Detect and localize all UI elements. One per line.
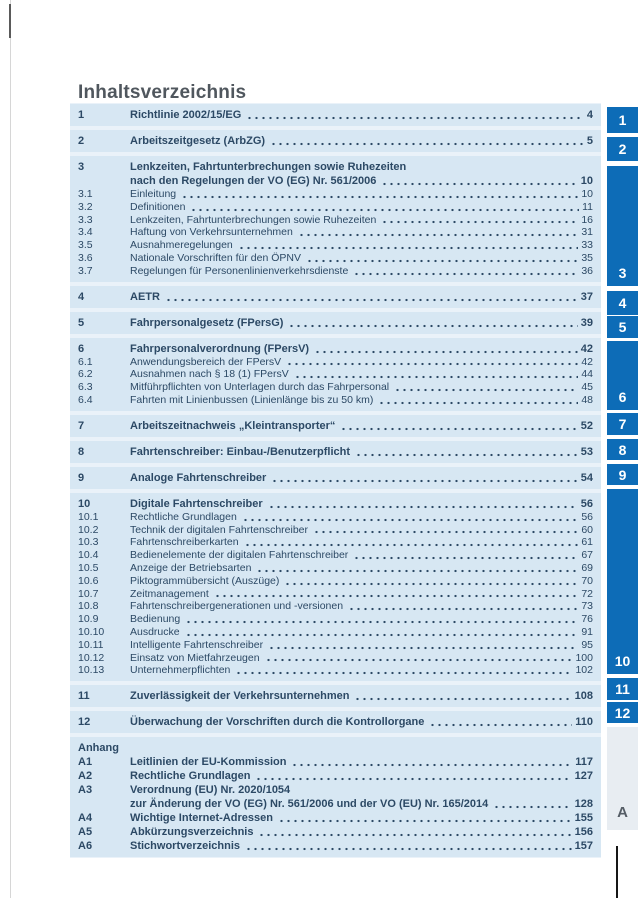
toc-row-title: Bedienelemente der digitalen Fahrtenschreiber (130, 549, 349, 562)
dot-leader (381, 214, 578, 227)
toc-row-page: 33 (581, 239, 593, 252)
toc-row-number: 3.2 (78, 200, 93, 213)
toc-row-number: 10.5 (78, 561, 99, 574)
toc-row-title: Anzeige der Betriebsarten (130, 561, 252, 574)
toc-row (78, 797, 593, 811)
toc-section-2 (70, 130, 601, 152)
dot-leader (238, 239, 579, 252)
toc-row-page: 60 (581, 523, 593, 536)
side-tab-7 (607, 413, 638, 435)
toc-row (78, 741, 593, 755)
toc-row-title: Zeitmanagement (130, 587, 209, 600)
dot-leader (265, 652, 573, 665)
toc-row (78, 368, 593, 381)
side-tab-label: 8 (618, 441, 627, 458)
toc-row-page: 100 (575, 651, 593, 664)
toc-row (78, 652, 593, 665)
scan-edge-line-left (10, 0, 11, 898)
toc-row-number: A1 (78, 756, 93, 769)
toc-row-page: 5 (586, 135, 593, 147)
toc-row-title: AETR (130, 290, 160, 303)
dot-leader (271, 471, 577, 485)
toc-section-9 (70, 467, 601, 489)
side-tab-label: 3 (618, 265, 627, 281)
toc-row-page: 108 (574, 690, 593, 703)
toc-row-page: 44 (581, 368, 593, 381)
toc-row-number: 6.1 (78, 355, 93, 368)
toc-row-number: 2 (78, 135, 85, 147)
dot-leader (235, 664, 572, 677)
side-tab-label: 12 (614, 704, 631, 721)
toc-row-page: 76 (581, 613, 593, 626)
toc-row (78, 356, 593, 369)
toc-row-page: 42 (580, 342, 593, 355)
toc-row (78, 214, 593, 227)
dot-leader (185, 613, 578, 626)
toc-row-number: 3.3 (78, 213, 93, 226)
side-tab-3 (607, 166, 638, 286)
toc-row-title: Richtlinie 2002/15/EG (130, 109, 242, 121)
toc-row-number: 4 (78, 290, 85, 303)
toc-row-page: 36 (581, 264, 593, 277)
toc-row-page: 56 (580, 497, 593, 510)
toc-row-number: 3.4 (78, 226, 93, 239)
toc-row-number: A4 (78, 812, 93, 825)
toc-row (78, 639, 593, 652)
toc-row-page: 37 (580, 290, 593, 303)
toc-row-number: 10.7 (78, 587, 99, 600)
toc-row-title: Lenkzeiten, Fahrtunterbrechungen sowie Ruhezeiten (130, 161, 407, 173)
toc-row (78, 536, 593, 549)
toc-section-5 (70, 312, 601, 334)
toc-row-page: 53 (580, 445, 593, 458)
toc-row-title: zur Änderung der VO (EG) Nr. 561/2006 und der VO (EU) Nr. 165/2014 (130, 798, 489, 811)
toc-row (78, 839, 593, 853)
toc-row (78, 445, 593, 459)
toc-row-title: Bedienung (130, 613, 181, 626)
toc-row-title: Fahrtenschreiberkarten (130, 536, 239, 549)
side-tab-label: 11 (615, 681, 630, 697)
toc-row-title: Rechtliche Grundlagen (130, 510, 237, 523)
side-tab-A (607, 727, 638, 830)
dot-leader (190, 201, 579, 214)
toc-row-title: Wichtige Internet-Adressen (130, 812, 273, 825)
toc-row-number: 10.11 (78, 638, 104, 651)
toc-row (78, 588, 593, 601)
toc-row-title: Fahrpersonalgesetz (FPersG) (130, 316, 284, 329)
toc-row (78, 575, 593, 588)
toc-section-10 (70, 493, 601, 681)
toc-row (78, 600, 593, 613)
toc-row-number: 6 (78, 342, 85, 355)
toc-row-number: 3.5 (78, 239, 93, 252)
toc-row-title: Haftung von Verkehrsunternehmen (130, 226, 293, 239)
toc-row-number: 6.2 (78, 368, 93, 381)
toc-row-number: 10.13 (78, 664, 105, 677)
dot-leader (268, 497, 578, 511)
dot-leader (348, 600, 578, 613)
toc-row-page: 11 (582, 200, 593, 213)
toc-row (78, 689, 593, 703)
toc-row-number: 9 (78, 471, 85, 484)
toc-row-number: 10.6 (78, 574, 99, 587)
side-tab-6 (607, 341, 638, 410)
side-tab-8 (607, 439, 638, 460)
table-of-contents (70, 103, 601, 858)
side-tab-1 (607, 107, 638, 133)
toc-row-title: Fahrtenschreiber: Einbau-/Benutzerpflicht (130, 445, 351, 458)
toc-row (78, 524, 593, 537)
toc-row-title: Lenkzeiten, Fahrtunterbrechungen sowie Ruhezeiten (130, 213, 377, 226)
toc-row-title: Intelligente Fahrtenschreiber (130, 638, 264, 651)
toc-row-page: 95 (581, 638, 593, 651)
side-tab-label: 5 (618, 319, 627, 335)
toc-row-number: A2 (78, 770, 93, 783)
toc-row-number: 3.1 (78, 188, 93, 200)
toc-row (78, 497, 593, 511)
toc-row-page: 127 (574, 770, 593, 783)
toc-row (78, 226, 593, 239)
side-tab-12 (607, 702, 638, 723)
dot-leader (258, 825, 571, 839)
scan-edge-mark-bottom-right (616, 846, 618, 898)
toc-row-title: Definitionen (130, 200, 186, 213)
dot-leader (256, 562, 578, 575)
toc-row (78, 394, 593, 407)
toc-row-title: nach den Regelungen der VO (EG) Nr. 561/2006 (130, 175, 377, 187)
dot-leader (493, 797, 571, 811)
anhang-heading: Anhang (78, 742, 119, 755)
dot-leader (214, 588, 579, 601)
toc-row (78, 265, 593, 278)
page-title: Inhaltsverzeichnis (78, 82, 247, 103)
dot-leader (294, 368, 579, 381)
side-tab-11 (607, 678, 638, 700)
dot-leader (354, 689, 571, 703)
toc-row-page: 52 (580, 419, 593, 432)
toc-row-page: 56 (581, 510, 593, 523)
side-tab-label: 2 (618, 141, 627, 157)
dot-leader (181, 188, 578, 201)
toc-row (78, 755, 593, 769)
toc-row-number: A3 (78, 784, 93, 797)
toc-row (78, 626, 593, 639)
toc-row-title: Ausnahmeregelungen (130, 239, 233, 252)
dot-leader (306, 252, 578, 265)
dot-leader (246, 108, 584, 122)
toc-row-number: 10.1 (78, 510, 99, 523)
toc-row-page: 16 (581, 213, 593, 226)
toc-row-title: Einleitung (130, 188, 177, 200)
side-tab-label: 10 (614, 653, 631, 669)
toc-row-number: 10.9 (78, 613, 99, 626)
toc-row-page: 67 (581, 549, 593, 562)
side-tab-label: 9 (618, 466, 627, 483)
toc-row-page: 102 (575, 664, 593, 677)
toc-row-title: Arbeitszeitnachweis „Kleintransporter“ (130, 419, 336, 432)
toc-row-page: 70 (581, 574, 593, 587)
dot-leader (245, 839, 572, 853)
toc-row-page: 73 (581, 600, 593, 613)
side-tab-label: 7 (618, 416, 627, 432)
dot-leader (278, 811, 572, 825)
scan-edge-mark-top-left (9, 4, 11, 38)
toc-row (78, 316, 593, 330)
toc-row-number: 6.4 (78, 393, 93, 406)
toc-row-title: Anwendungsbereich der FPersV (130, 355, 282, 368)
toc-row-page: 54 (580, 471, 593, 484)
toc-row (78, 613, 593, 626)
toc-row-title: Einsatz von Mietfahrzeugen (130, 651, 260, 664)
toc-row-number: 3 (78, 161, 85, 173)
dot-leader (255, 769, 571, 783)
toc-row-number: 8 (78, 445, 85, 458)
toc-row-number: 1 (78, 109, 85, 121)
toc-row-page: 4 (586, 109, 593, 121)
toc-row-title: Arbeitszeitgesetz (ArbZG) (130, 135, 266, 147)
toc-row (78, 174, 593, 188)
toc-row (78, 715, 593, 729)
toc-row-number: 10.4 (78, 549, 99, 562)
toc-row-page: 72 (581, 587, 593, 600)
dot-leader (284, 575, 578, 588)
toc-row-title: Rechtliche Grundlagen (130, 770, 251, 783)
toc-section-1 (70, 104, 601, 126)
toc-row-title: Abkürzungsverzeichnis (130, 826, 254, 839)
toc-row-number: 3.6 (78, 251, 93, 264)
toc-row-page: 10 (580, 175, 593, 187)
toc-row-title: Stichwortverzeichnis (130, 840, 241, 853)
toc-row-number: 10.12 (78, 651, 105, 664)
toc-row-title: Digitale Fahrtenschreiber (130, 497, 263, 510)
toc-row (78, 825, 593, 839)
toc-row (78, 134, 593, 148)
toc-row-title: Fahrpersonalverordnung (FPersV) (130, 342, 310, 355)
dot-leader (355, 445, 578, 459)
toc-row-title: Überwachung der Vorschriften durch die Kontrollorgane (130, 716, 425, 729)
toc-row (78, 342, 593, 356)
toc-row (78, 381, 593, 394)
toc-row (78, 549, 593, 562)
toc-section-4 (70, 286, 601, 308)
toc-section-11 (70, 685, 601, 707)
dot-leader (242, 511, 578, 524)
toc-row-number: A6 (78, 840, 93, 853)
side-tab-label: A (617, 804, 628, 821)
dot-leader (381, 174, 577, 188)
dot-leader (291, 755, 572, 769)
toc-row-number: 3.7 (78, 264, 93, 277)
toc-row-page: 157 (574, 840, 593, 853)
dot-leader (268, 639, 578, 652)
toc-row-title: Nationale Vorschriften für den ÖPNV (130, 251, 302, 264)
toc-row-page: 31 (581, 226, 593, 239)
toc-row-title: Analoge Fahrtenschreiber (130, 471, 267, 484)
dot-leader (165, 290, 578, 304)
toc-section-anhang (70, 737, 601, 857)
side-tab-label: 6 (618, 389, 627, 405)
side-tab-4 (607, 291, 638, 315)
side-tab-5 (607, 316, 638, 338)
toc-row (78, 201, 593, 214)
toc-row-page: 156 (574, 826, 593, 839)
toc-row-number: 11 (78, 690, 90, 703)
toc-row (78, 188, 593, 201)
toc-row (78, 160, 593, 174)
toc-row-number: 10 (78, 497, 91, 510)
toc-row-title: Fahrtenschreibergenerationen und -versionen (130, 600, 344, 613)
dot-leader (244, 536, 579, 549)
toc-row-title: Ausdrucke (130, 625, 180, 638)
toc-row-number: 7 (78, 419, 85, 432)
side-tab-label: 4 (618, 295, 627, 311)
toc-row-title: Unternehmerpflichten (130, 664, 231, 677)
toc-section-8 (70, 441, 601, 463)
toc-row (78, 419, 593, 433)
dot-leader (270, 134, 584, 148)
toc-row-number: 10.3 (78, 536, 99, 549)
toc-section-6 (70, 338, 601, 411)
toc-row (78, 239, 593, 252)
toc-row-title: Regelungen für Personenlinienverkehrsdienste (130, 264, 349, 277)
dot-leader (185, 626, 579, 639)
dot-leader (313, 524, 578, 537)
side-tab-label: 1 (618, 112, 627, 128)
toc-row-number: 6.3 (78, 381, 93, 394)
toc-row (78, 252, 593, 265)
toc-row (78, 811, 593, 825)
toc-row (78, 108, 593, 122)
toc-row-page: 110 (575, 716, 593, 729)
dot-leader (353, 265, 578, 278)
toc-row-title: Ausnahmen nach § 18 (1) FPersV (130, 368, 289, 381)
toc-row (78, 783, 593, 797)
dot-leader (353, 549, 578, 562)
dot-leader (314, 342, 578, 356)
toc-row-page: 35 (581, 251, 593, 264)
toc-row-title: Fahrten mit Linienbussen (Linienlänge bis zu 50 km) (130, 393, 374, 406)
dot-leader (340, 419, 577, 433)
dot-leader (394, 381, 578, 394)
toc-row-page: 69 (581, 561, 593, 574)
toc-row-number: A5 (78, 826, 93, 839)
toc-section-7 (70, 415, 601, 437)
side-tab-10 (607, 489, 638, 674)
toc-row (78, 290, 593, 304)
toc-row-number: 12 (78, 716, 91, 729)
toc-section-12 (70, 711, 601, 733)
toc-row-page: 39 (580, 316, 593, 329)
dot-leader (298, 226, 578, 239)
toc-row (78, 562, 593, 575)
dot-leader (429, 715, 572, 729)
toc-row-title: Leitlinien der EU-Kommission (130, 756, 287, 769)
toc-row-page: 10 (581, 188, 593, 200)
dot-leader (286, 356, 578, 369)
toc-row-page: 117 (575, 756, 593, 769)
toc-row-title: Technik der digitalen Fahrtenschreiber (130, 523, 309, 536)
toc-row-page: 48 (581, 393, 593, 406)
toc-row-number: 10.2 (78, 523, 99, 536)
toc-row-number: 5 (78, 316, 85, 329)
toc-row (78, 664, 593, 677)
toc-row (78, 471, 593, 485)
toc-section-3 (70, 156, 601, 282)
toc-row-number: 10.10 (78, 625, 105, 638)
toc-row-page: 91 (581, 625, 593, 638)
toc-row-title: Verordnung (EU) Nr. 2020/1054 (130, 784, 291, 797)
toc-row-page: 42 (581, 355, 593, 368)
toc-row-page: 128 (574, 798, 593, 811)
toc-row-title: Mitführpflichten von Unterlagen durch das Fahrpersonal (130, 381, 390, 394)
dot-leader (378, 394, 578, 407)
toc-row (78, 511, 593, 524)
dot-leader (288, 316, 577, 330)
toc-row (78, 769, 593, 783)
side-tab-9 (607, 464, 638, 485)
toc-row-page: 61 (581, 536, 593, 549)
toc-row-title: Piktogrammübersicht (Auszüge) (130, 574, 280, 587)
side-tab-2 (607, 137, 638, 161)
toc-row-page: 155 (574, 812, 593, 825)
toc-row-number: 10.8 (78, 600, 99, 613)
toc-row-page: 45 (581, 381, 593, 394)
toc-row-title: Zuverlässigkeit der Verkehrsunternehmen (130, 690, 350, 703)
